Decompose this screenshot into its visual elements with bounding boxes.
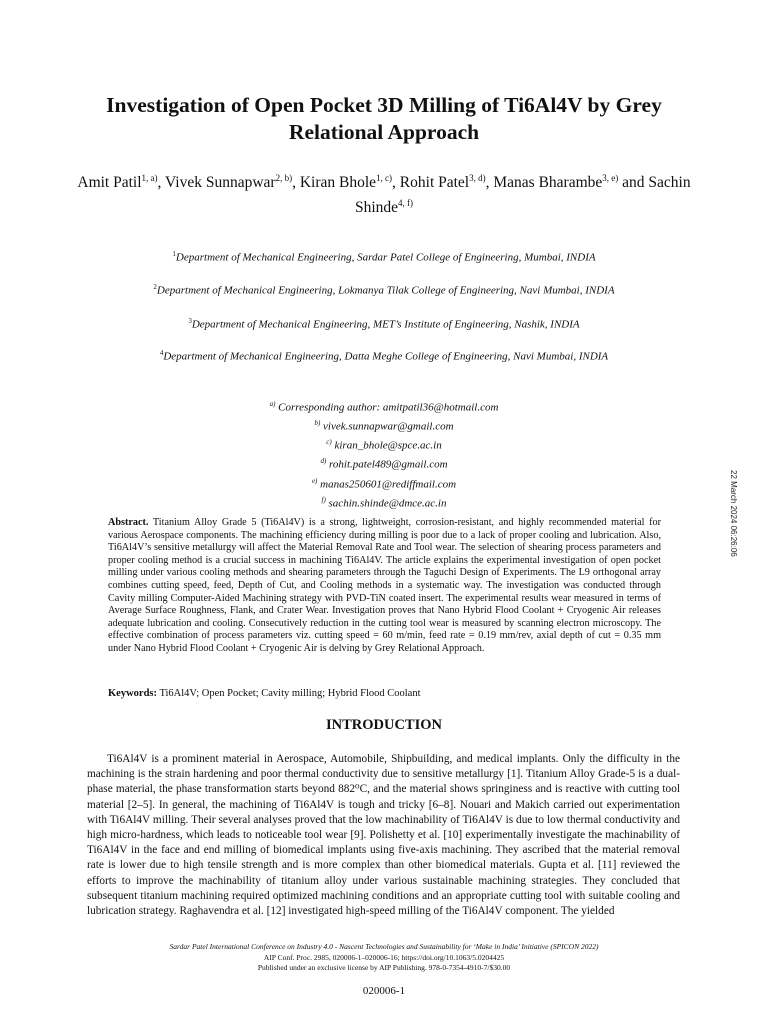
author-list: Amit Patil$^{1, a)}$, Vivek Sunnapwar$^{2, b)}$, Kiran Bhole$^{1, c)}$, Rohit Patel$^{3, d)}$, Manas Bharambe$^{3, e)}$ and Sachin Shinde$^{4, f)}$ — [77, 173, 691, 217]
abstract — [108, 517, 661, 656]
email-line — [150, 474, 618, 493]
abstract-label: Abstract. — [108, 517, 149, 528]
email-marker: c) — [326, 438, 332, 447]
email-text: vivek.sunnapwar@gmail.com — [323, 420, 454, 433]
email-line — [150, 416, 618, 435]
email-marker: f) — [321, 495, 326, 504]
license-notice: Published under an exclusive license by AIP Publishing. 978-0-7354-4910-7/$30.00 — [257, 963, 511, 972]
keywords-label: Keywords: — [108, 688, 157, 699]
proceedings-citation: AIP Conf. Proc. 2985, 020006-1–020006-16; https://doi.org/10.1063/5.0204425 — [263, 952, 505, 962]
email-text: Corresponding author: amitpatil36@hotmail.com — [278, 401, 499, 414]
affiliation-text: Department of Mechanical Engineering, Sardar Patel College of Engineering, Mumbai, INDIA — [175, 251, 596, 264]
email-text: manas250601@rediffmail.com — [320, 478, 457, 491]
email-marker: b) — [314, 419, 321, 428]
author-name: Kiran Bhole — [299, 174, 377, 192]
author-affil-marker: 1, c) — [376, 173, 393, 183]
affiliation-text: Department of Mechanical Engineering, Datta Meghe College of Engineering, Navi Mumbai, INDIA — [163, 350, 609, 363]
page-number: 020006-1 — [362, 985, 406, 997]
introduction-paragraph: Ti6Al4V is a prominent material in Aerospace, Automobile, Shipbuilding, and medical implants. Only the difficulty in the machining is the strain hardening and poor thermal conductivity due to sensitive metallurgy [1]. Titanium Alloy Grade-5 is a dual-phase material, the phase transformation starts beyond 882⁰C, and the material shows springiness and is reactive with cutting tool material [2–5]. In general, the machining of Ti6Al4V is tough and tricky [6–8]. Nouari and Makich carried out experimentation with Ti6Al4V milling. Their several analyses proved that the low machinability of Ti6Al4V is due to low thermal conductivity and high micro-hardness, which leads to noticeable tool wear [9]. Polishetty et al. [10] experimentally investigate the machinability of Ti6Al4V in the face and end milling of biomedical implants using five-axis machining. They ascribed that the material removal rate is lower due to high tensile strength and is more complex than other biomedical materials. Gupta et al. [11] reviewed the efforts to improve the machinability of titanium alloy under various sustainable machining strategies. They concluded that subsequent titanium machining required optimized machining conditions and an appropriate cutting tool with suitable cooling and lubrication strategy. Raghavendra et al. [12] investigated high-speed milling of the Ti6Al4V component. The yielded — [87, 753, 680, 918]
email-list — [150, 397, 618, 512]
author-name: Rohit Patel — [399, 174, 470, 192]
conference-name: Sardar Patel International Conference on Industry 4.0 - Nascent Technologies and Sustainability for ‘Make in India’ Initiative (SPICON 2022) — [169, 942, 599, 951]
email-marker: e) — [311, 476, 318, 485]
paper-title: Investigation of Open Pocket 3D Milling of Ti6Al4V by Grey Relational Approach — [106, 93, 662, 144]
section-heading: INTRODUCTION — [325, 717, 442, 733]
affiliation — [40, 317, 728, 331]
author-affil-marker: 3, d) — [469, 173, 486, 183]
author-affil-marker: 3, e) — [602, 173, 619, 183]
affiliation-number: 4 — [159, 349, 164, 357]
email-text: sachin.shinde@dmce.ac.in — [328, 497, 447, 510]
page-footer — [60, 942, 708, 974]
affiliation-number: 1 — [172, 250, 176, 258]
author-name: Vivek Sunnapwar — [165, 174, 276, 192]
author-name: Sachin Shinde — [354, 174, 691, 217]
author-affil-marker: 2, b) — [275, 173, 293, 183]
email-line — [150, 397, 618, 416]
email-marker: a) — [269, 400, 276, 408]
email-text: kiran_bhole@spce.ac.in — [334, 439, 442, 452]
email-line — [150, 454, 618, 473]
author-connector: and — [622, 174, 645, 192]
affiliation-number: 2 — [153, 283, 157, 291]
email-text: rohit.patel489@gmail.com — [329, 459, 448, 472]
affiliation — [40, 250, 728, 264]
affiliation — [40, 349, 728, 363]
author-name: Manas Bharambe — [493, 174, 603, 192]
affiliation-text: Department of Mechanical Engineering, MET’s Institute of Engineering, Nashik, INDIA — [191, 318, 580, 331]
affiliation-text: Department of Mechanical Engineering, Lokmanya Tilak College of Engineering, Navi Mumbai, INDIA — [156, 284, 615, 297]
author-affil-marker: 1, a) — [141, 173, 158, 183]
affiliation — [40, 283, 728, 297]
download-timestamp: 22 March 2024 06:26:06 — [729, 470, 738, 557]
author-affil-marker: 4, f) — [398, 198, 414, 209]
email-line — [150, 493, 618, 512]
author-name: Amit Patil — [77, 174, 142, 192]
abstract-text: Titanium Alloy Grade 5 (Ti6Al4V) is a strong, lightweight, corrosion-resistant, and highly recommended material for various Aerospace components. The machining efficiency during milling is poor due to a lack of proper cooling and lubrication. Also, Ti6Al4V’s sensitive metallurgy will affect the Material Removal Rate and Tool wear. The selection of shearing process parameters and proper cooling method is a crucial success in machining Ti6Al4V. The article explains the experimental investigation of open pocket milling under various cooling methods and shearing parameters through the Taguchi Design of Experiments. The L9 orthogonal array combines cutting speed, feed, Depth of Cut, and Cooling methods in a systematic way. The investigation was conducted through Cavity milling Computer-Aided Machining strategy with PVD-TiN coated insert. The experimental results wear measured in terms of Average Surface Roughness, Flank, and Crater Wear. Investigation proves that Nano Hybrid Flood Coolant + Cryogenic Air releases adequate lubrication and cooling. Consecutively reduction in the cutting tool wear is measured by scanning electron microscopy. The effective combination of process parameters viz. cutting speed = 60 m/min, feed rate = 0.19 mm/rev, axial depth of cut = 0.35 mm under Nano Hybrid Flood Coolant + Cryogenic Air is delving by Grey Relational Approach. — [108, 517, 661, 654]
email-marker: d) — [320, 457, 327, 466]
affiliation-number: 3 — [188, 317, 192, 325]
email-line — [150, 435, 618, 454]
keywords — [108, 688, 661, 699]
keywords-text: Ti6Al4V; Open Pocket; Cavity milling; Hybrid Flood Coolant — [159, 688, 421, 699]
